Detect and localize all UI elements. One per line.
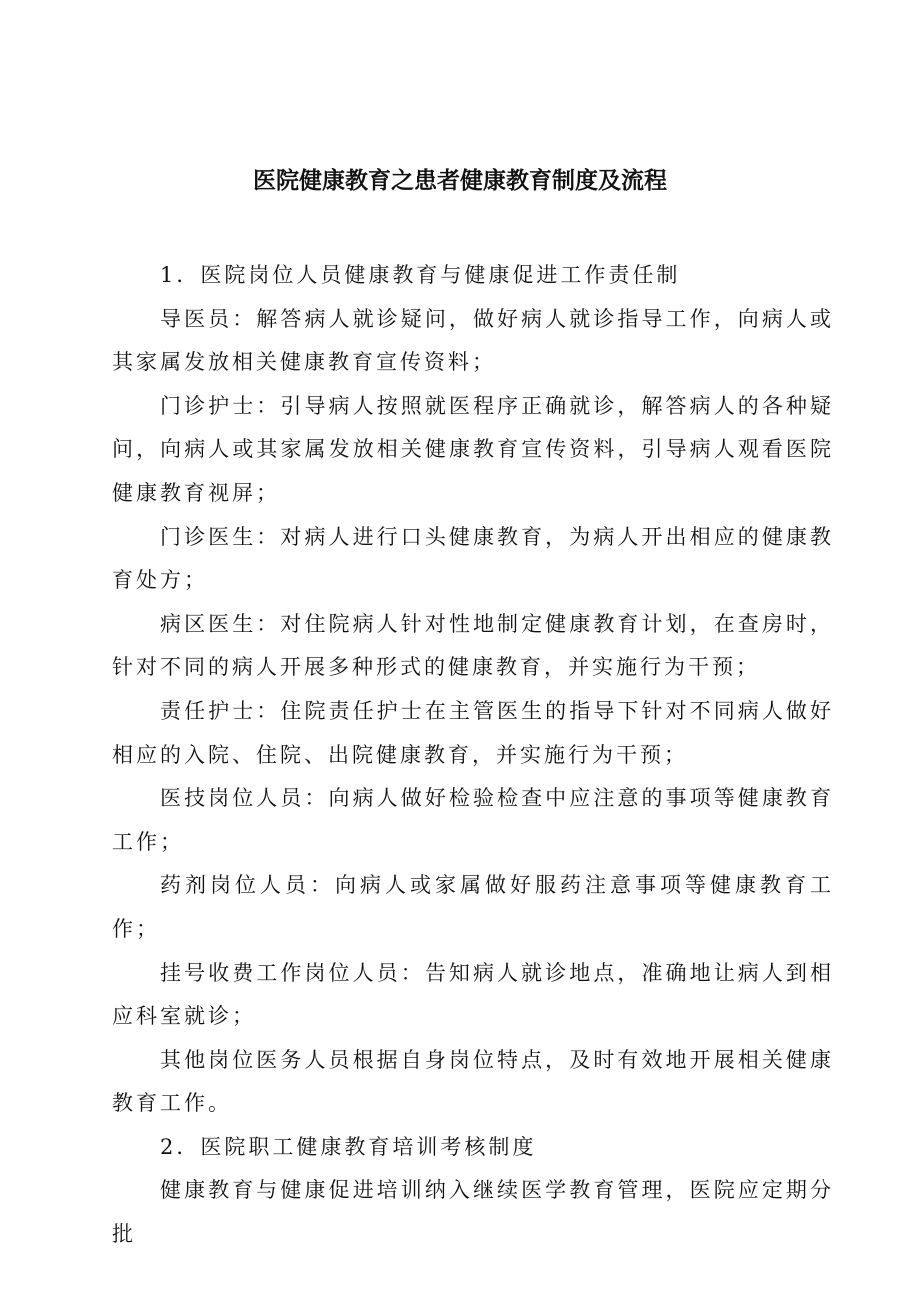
paragraph-guide-staff: 导医员：解答病人就诊疑问，做好病人就诊指导工作，向病人或其家属发放相关健康教育宣传资料； xyxy=(112,306,834,375)
paragraph-training: 健康教育与健康促进培训纳入继续医学教育管理，医院应定期分批 xyxy=(112,1178,834,1247)
paragraph-outpatient-nurse: 门诊护士：引导病人按照就医程序正确就诊，解答病人的各种疑问，向病人或其家属发放相关健康教育宣传资料，引导病人观看医院健康教育视屏； xyxy=(112,393,834,505)
document-body xyxy=(112,254,834,1257)
paragraph-pharmacy-staff: 药剂岗位人员：向病人或家属做好服药注意事项等健康教育工作； xyxy=(112,873,834,941)
paragraph-medical-technician: 医技岗位人员：向病人做好检验检查中应注意的事项等健康教育工作； xyxy=(112,786,834,854)
paragraph-responsible-nurse: 责任护士：住院责任护士在主管医生的指导下针对不同病人做好相应的入院、住院、出院健康教育，并实施行为干预； xyxy=(112,698,834,767)
paragraph-other-staff: 其他岗位医务人员根据自身岗位特点，及时有效地开展相关健康教育工作。 xyxy=(112,1047,834,1116)
section-1-heading: 1．医院岗位人员健康教育与健康促进工作责任制 xyxy=(160,263,681,287)
paragraph-outpatient-doctor: 门诊医生：对病人进行口头健康教育，为病人开出相应的健康教育处方； xyxy=(112,524,834,593)
document-title: 医院健康教育之患者健康教育制度及流程 xyxy=(253,168,667,194)
section-2-heading: 2．医院职工健康教育培训考核制度 xyxy=(160,1134,537,1159)
paragraph-ward-doctor: 病区医生：对住院病人针对性地制定健康教育计划，在查房时，针对不同的病人开展多种形式的健康教育，并实施行为干预； xyxy=(112,611,834,680)
paragraph-registration-staff: 挂号收费工作岗位人员：告知病人就诊地点，准确地让病人到相应科室就诊； xyxy=(112,960,834,1029)
